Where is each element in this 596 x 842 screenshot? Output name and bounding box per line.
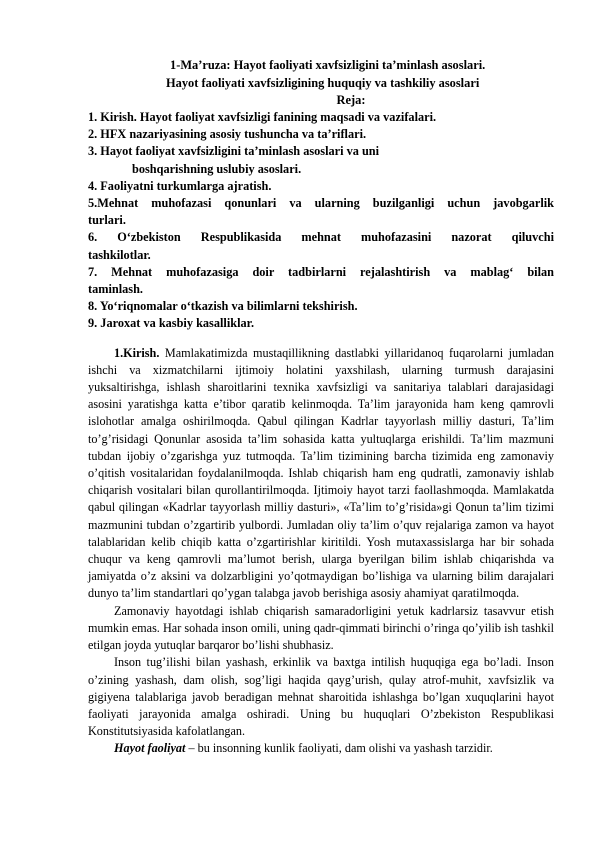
plan-item-9: 9. Jaroxat va kasbiy kasalliklar. (88, 316, 255, 331)
lecture-body (88, 345, 554, 758)
plan-item-4: 4. Faoliyatni turkumlarga ajratish. (88, 178, 272, 193)
plan-list (88, 109, 554, 333)
plan-item-2: 2. HFX nazariyasining asosiy tushuncha va ta’riflari. (88, 127, 367, 142)
lecture-subtitle: Hayot faoliyati xavfsizligining huquqiy va tashkiliy asoslari (166, 76, 480, 90)
lecture-title: 1-Ma’ruza: Hayot faoliyati xavfsizligini ta’minlash asoslari. (170, 58, 486, 72)
plan-item-6: 6. O‘zbekiston Respublikasida mehnat muhofazasini nazorat qiluvchi (88, 230, 554, 245)
definition-term: Hayot faoliyat (114, 741, 186, 756)
introduction-lead: 1.Kirish. (114, 345, 160, 360)
paragraph-definition (88, 740, 554, 757)
plan-item-3: 3. Hayot faoliyat xavfsizligini ta’minlash asoslari va uni (88, 144, 380, 159)
plan-heading: Reja: (336, 93, 366, 107)
plan-item-5: 5.Mehnat muhofazasi qonunlari va ularning buzilganligi uchun javobgarlik (88, 196, 554, 211)
plan-item-7-continued: taminlash. (88, 282, 144, 297)
paragraph-2: Zamonaviy hayotdagi ishlab chiqarish samaradorligini yetuk kadrlarsiz tasavvur etish mumkin emas. Har sohada inson omili, uning qadr-qimmati birinchi o’ringa qo’yilib ish tashkil etilgan joyda yutuqlar barqaror bo’lishi shubhasiz. (88, 603, 554, 653)
plan-item-8: 8. Yo‘riqnomalar o‘tkazish va bilimlarni tekshirish. (88, 299, 358, 314)
plan-item-6-continued: tashkilotlar. (88, 247, 151, 262)
paragraph-introduction (88, 345, 554, 603)
introduction-text: Mamlakatimizda mustaqillikning dastlabki yillaridanoq fuqarolarni jumladan ishchi va xizmatchilarni ijtimoiy holatini yaxshilash, ularning turmush darajasini yuksaltirishga, ishlash sharoitlarini texnika xavfsizligi va sanitariya talablari darajasidagi asosini yaratishga katta e’tibor qaratib kelinmoqda. Ta’lim jarayonida ham keng qamrovli islohotlar amalga oshirilmoqda. Qabul qilingan Kadrlar tayyorlash milliy dasturi, Ta’lim to’g’risidagi Qonunlar asosida ta’lim sohasida katta yultuqlarga erishildi. Ta’lim mazmuni tubdan ijobiy o’zgarishga yuz tutmoqda. Ta’lim tizimining barcha tizimida eng zamonaviy o’qitish vositalaridan foydalanilmoqda. Ishlab chiqarish ham eng qudratli, zamonaviy ishlab chiqarish vositalari bilan qurollantirilmoqda. Ijtimoiy hayot tarzi faollashmoqda. Mamlakatda qabul qilingan «Kadrlar tayyorlash milliy dasturi», «Ta’lim to’g’risida»gi Qonun ta’lim tizimi mazmunini tubdan o’zgartirib yulbordi. Jumladan oliy ta’lim o’quv rejalariga zamon va hayot talablaridan kelib chiqib katta o’zgartirishlar kiritildi. Yosh mutaxassislarga har bir sohada chuqur va keng qamrovli ma’lumot berish, ularga byerilgan bilim ishlab chiqarishda va jamiyatda o’z aksini va dolzarbligini yo’qotmaydigan bo’lishiga va ularning bilim darajalari dunyo ta’lim standartlari qo’ygan talabga javob berishiga asosiy ahamiyat qaratilmoqda. (88, 345, 554, 601)
paragraph-3: Inson tug’ilishi bilan yashash, erkinlik va baxtga intilish huquqiga ega bo’ladi. Inson o’zining yashash, dam olish, sog’ligi haqida qayg’urish, qulay atrof-muhit, xavfsizlik va gigiyena talablariga javob beradigan mehnat sharoitida ishlashga bo’lgan xuquqlarini hayot faoliyati jarayonida amalga oshiradi. Uning bu huquqlari O’zbekiston Respublikasi Konstitutsiyasida kafolatlangan. (88, 655, 554, 739)
plan-item-1: 1. Kirish. Hayot faoliyat xavfsizligi fanining maqsadi va vazifalari. (88, 110, 437, 124)
plan-item-5-continued: turlari. (88, 213, 126, 228)
definition-text: – bu insonning kunlik faoliyati, dam olishi va yashash tarzidir. (185, 741, 493, 756)
document-page (88, 56, 554, 758)
plan-item-7: 7. Mehnat muhofazasiga doir tadbirlarni rejalashtirish va mablag‘ bilan (88, 264, 554, 279)
plan-item-3-continued: boshqarishning uslubiy asoslari. (132, 161, 302, 176)
